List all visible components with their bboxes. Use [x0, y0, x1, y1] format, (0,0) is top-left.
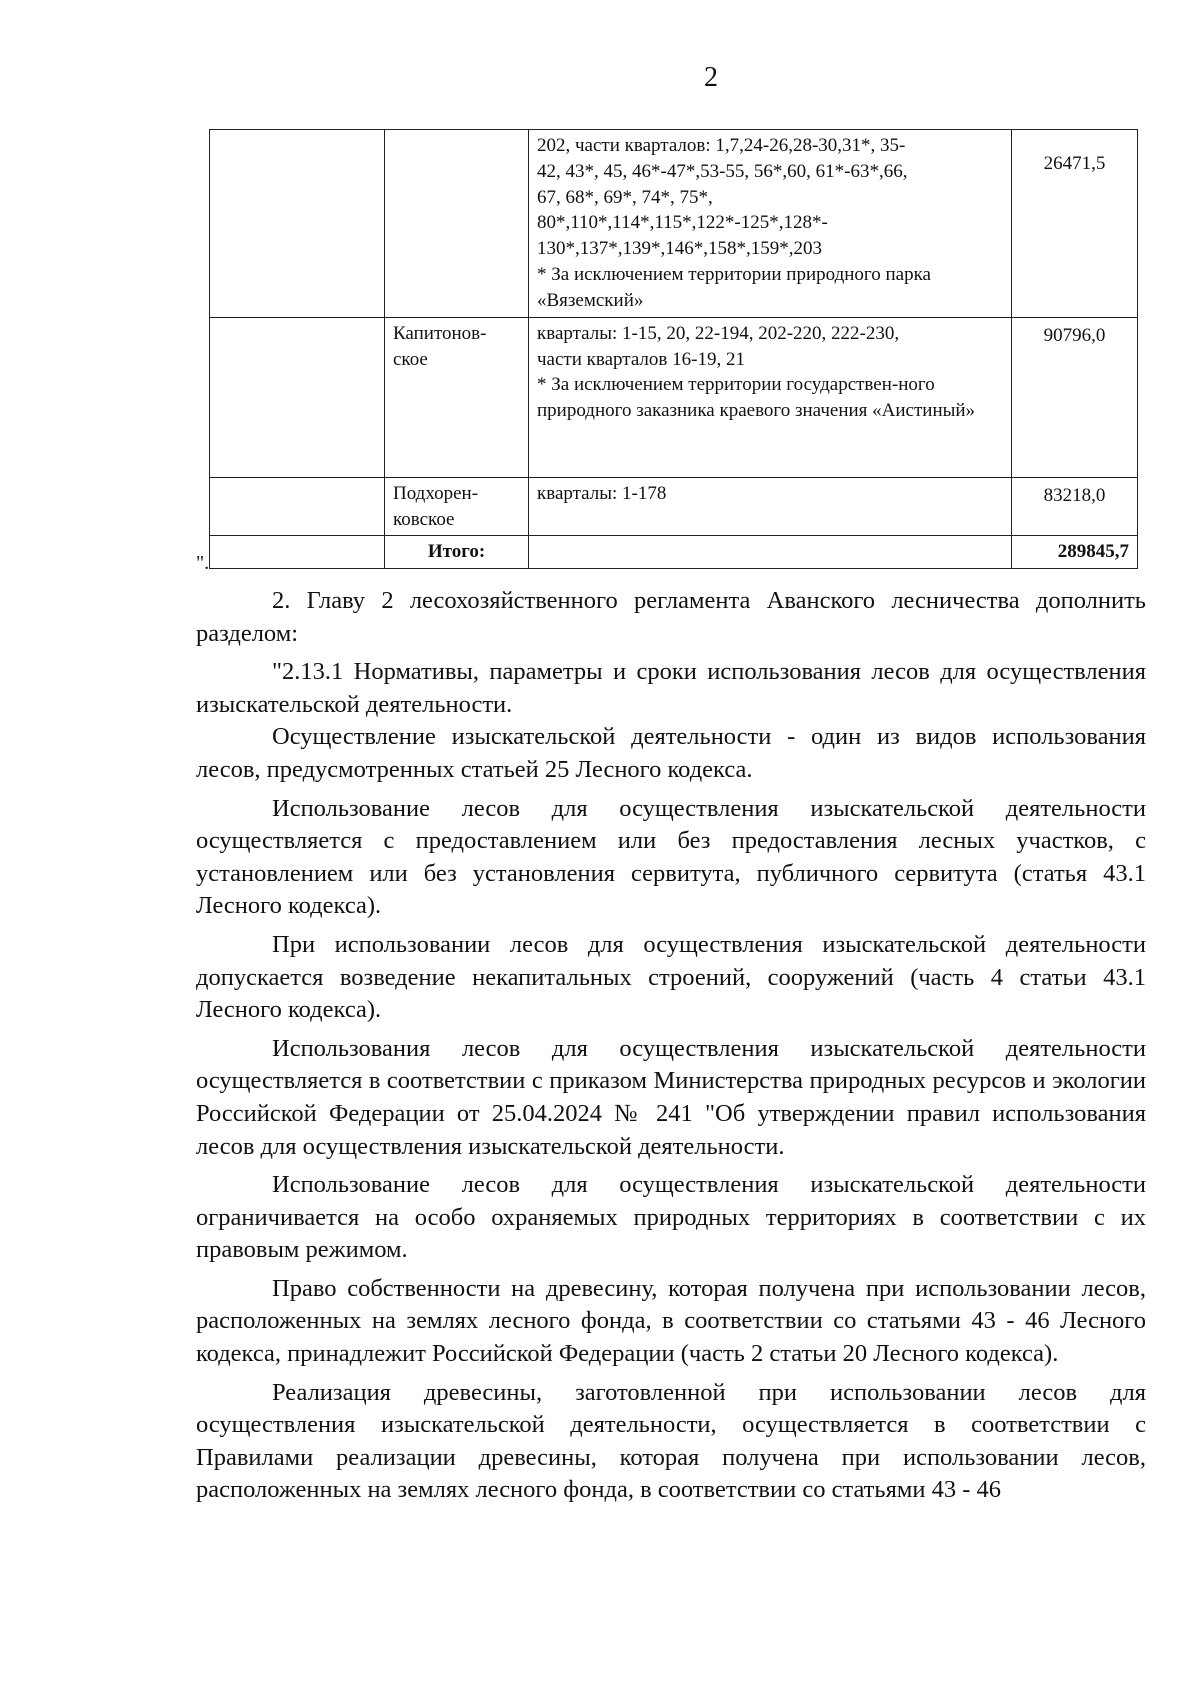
table-cell-district — [210, 317, 385, 477]
table-row — [210, 317, 1138, 477]
paragraph: Использование лесов для осуществления изыскательской деятельности осуществляется с предоставлением или без предоставления лесных участков, с установлением или без установления сервитута, публичного сервитута (статья 43.1 Лесного кодекса). — [196, 794, 1146, 920]
table-cell-forestry — [385, 130, 529, 318]
paragraph: Право собственности на древесину, которая получена при использовании лесов, расположенных на землях лесного фонда, в соответствии со статьями 43 - 46 Лесного кодекса, принадлежит Российской Федерации (часть 2 статьи 20 Лесного кодекса). — [196, 1274, 1146, 1368]
paragraph: Осуществление изыскательской деятельности - один из видов использования лесов, предусмотренных статьей 25 Лесного кодекса. — [196, 723, 1146, 783]
exclusion-note: * За исключением территории природного парка «Вяземский» — [537, 264, 931, 311]
table-cell-forestry: Подхорен-ковское — [385, 477, 529, 536]
forest-quarters-table — [209, 129, 1138, 569]
area-value: 83218,0 — [1043, 484, 1106, 506]
quarters-line: 67, 68*, 69*, 74*, 75*, — [537, 186, 713, 208]
table-cell-quarters — [529, 130, 1012, 318]
paragraph: Использование лесов для осуществления изыскательской деятельности ограничивается на особо охраняемых природных территориях в соответствии с их правовым режимом. — [196, 1171, 1146, 1264]
closing-quote: ". — [196, 552, 210, 574]
table-cell-area — [1012, 317, 1138, 477]
total-label: Итого: — [385, 536, 529, 569]
quarters-line: кварталы: 1-15, 20, 22-194, 202-220, 222-230, — [537, 322, 900, 344]
table-cell-quarters — [529, 477, 1012, 536]
table-cell-area — [1012, 477, 1138, 536]
quarters-line: 42, 43*, 45, 46*-47*,53-55, 56*,60, 61*-63*,66, — [537, 160, 908, 182]
table-cell-area — [1012, 130, 1138, 318]
table-row — [210, 477, 1138, 536]
quarters-line: 80*,110*,114*,115*,122*-125*,128*- — [537, 212, 828, 234]
document-body — [196, 585, 1146, 1513]
quarters-line: 130*,137*,139*,146*,158*,159*,203 — [537, 238, 822, 260]
paragraph: 2. Главу 2 лесохозяйственного регламента Аванского лесничества дополнить разделом: — [196, 587, 1146, 647]
page-number: 2 — [704, 62, 718, 93]
table-cell-forestry: Капитонов-ское — [385, 317, 529, 477]
exclusion-note: * За исключением территории государствен-ного природного заказника краевого значения «Аистиный» — [537, 374, 976, 422]
table-row — [210, 130, 1138, 318]
table-total-row — [210, 536, 1138, 569]
area-value: 26471,5 — [1043, 153, 1106, 174]
total-value: 289845,7 — [1012, 536, 1138, 569]
quarters-line: кварталы: 1-178 — [537, 482, 667, 504]
table-cell-district — [210, 130, 385, 318]
table-cell-empty — [529, 536, 1012, 569]
table-cell-quarters — [529, 317, 1012, 477]
table-cell-district — [210, 477, 385, 536]
paragraph: "2.13.1 Нормативы, параметры и сроки использования лесов для осуществления изыскательской деятельности. — [196, 658, 1146, 718]
paragraph: Использования лесов для осуществления изыскательской деятельности осуществляется в соответствии с приказом Министерства природных ресурсов и экологии Российской Федерации от 25.04.2024 № 241 "Об утверждении правил использования лесов для осуществления изыскательской деятельности. — [196, 1034, 1146, 1160]
area-value: 90796,0 — [1043, 324, 1106, 346]
paragraph: Реализация древесины, заготовленной при использовании лесов для осуществления изыскательской деятельности, осуществляется в соответствии с Правилами реализации древесины, которая получена при использовании лесов, расположенных на землях лесного фонда, в соответствии со статьями 43 - 46 — [196, 1378, 1146, 1504]
table-cell-empty — [210, 536, 385, 569]
quarters-line: части кварталов 16-19, 21 — [537, 348, 745, 370]
quarters-line: 202, части кварталов: 1,7,24-26,28-30,31*, 35- — [537, 135, 906, 156]
paragraph: При использовании лесов для осуществления изыскательской деятельности допускается возведение некапитальных строений, сооружений (часть 4 статьи 43.1 Лесного кодекса). — [196, 930, 1146, 1024]
